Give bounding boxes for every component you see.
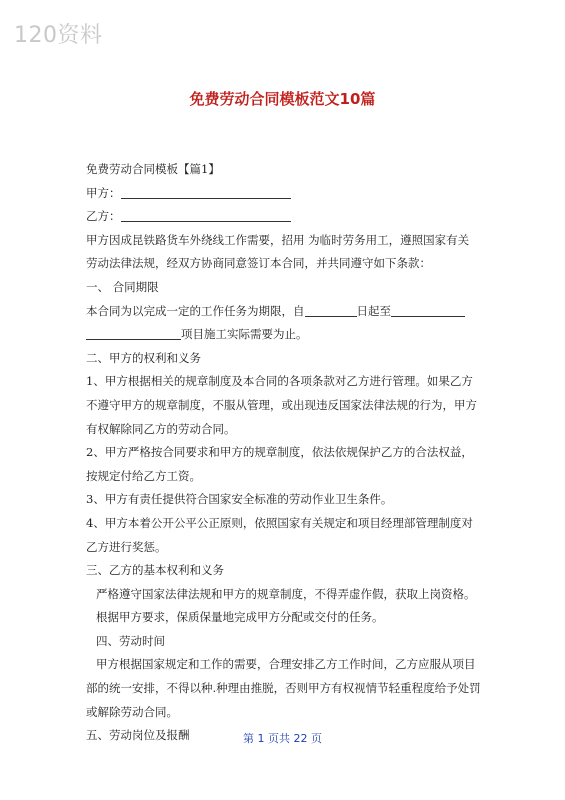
clause-heading: 一、 合同期限: [86, 279, 159, 294]
document-body: [86, 158, 484, 748]
party-b-line: [86, 205, 484, 229]
paragraph-line: 甲方因成昆铁路货车外绕线工作需要，招用 为临时劳务用工，遵照国家有关: [86, 232, 470, 247]
paragraph-line: 劳动法律法规，经双方协商同意签订本合同，并共同遵守如下条款：: [86, 256, 431, 271]
end-date-blank: [391, 303, 465, 317]
paragraph-line: 1、甲方根据相关的规章制度及本合同的各项条款对乙方进行管理。如果乙方: [86, 374, 473, 389]
party-a-line: [86, 182, 484, 206]
paragraph-line: 乙方进行奖惩。: [86, 539, 167, 554]
clause-heading: 二、甲方的权利和义务: [86, 350, 201, 365]
paragraph-line: 严格遵守国家法律法规和甲方的规章制度，不得弄虚作假，获取上岗资格。: [96, 586, 476, 601]
term-text-until: 日起至: [356, 303, 391, 318]
paragraph-line: 不遵守甲方的规章制度，不服从管理，或出现违反国家法律法规的行为，甲方: [86, 397, 477, 412]
document-title: 免费劳动合同模板范文10篇: [189, 90, 376, 108]
party-a-blank: [121, 185, 291, 199]
paragraph-line: 根据甲方要求，保质保量地完成甲方分配或交付的任务。: [96, 610, 384, 625]
clause-heading: 三、乙方的基本权利和义务: [86, 563, 224, 578]
paragraph-line: 甲方根据国家规定和工作的需要，合理安排乙方工作时间，乙方应服从项目: [96, 657, 476, 672]
party-a-label: 甲方：: [86, 185, 121, 200]
watermark: 120资料: [14, 23, 103, 48]
paragraph-line: 2、甲方严格按合同要求和甲方的规章制度，依法依规保护乙方的合法权益，: [86, 445, 473, 460]
paragraph-line: 或解除劳动合同。: [86, 704, 178, 719]
clause-heading: 四、劳动时间: [96, 633, 165, 648]
paragraph-line: 4、甲方本着公开公平公正原则，依照国家有关规定和项目经理部管理制度对: [86, 515, 473, 530]
contract-term-line: [86, 323, 484, 347]
contract-term-line: [86, 300, 484, 324]
paragraph-line: 部的统一安排，不得以种.种理由推脱，否则甲方有权视情节轻重程度给予处罚: [86, 681, 481, 696]
page-footer: 第 1 页共 22 页: [243, 732, 322, 745]
term-text-start: 本合同为以完成一定的工作任务为期限，自: [86, 303, 305, 318]
party-b-label: 乙方：: [86, 209, 121, 224]
start-date-blank: [305, 303, 357, 317]
paragraph-line: 3、甲方有责任提供符合国家安全标准的劳动作业卫生条件。: [86, 492, 393, 507]
term-text-end: 项目施工实际需要为止。: [181, 327, 308, 342]
clause-heading: 五、劳动岗位及报酬: [86, 728, 190, 743]
section-heading: 免费劳动合同模板【篇1】: [86, 162, 220, 176]
project-blank: [86, 326, 181, 340]
party-b-blank: [121, 208, 291, 222]
paragraph-line: 有权解除同乙方的劳动合同。: [86, 421, 236, 436]
paragraph-line: 按规定付给乙方工资。: [86, 468, 201, 483]
